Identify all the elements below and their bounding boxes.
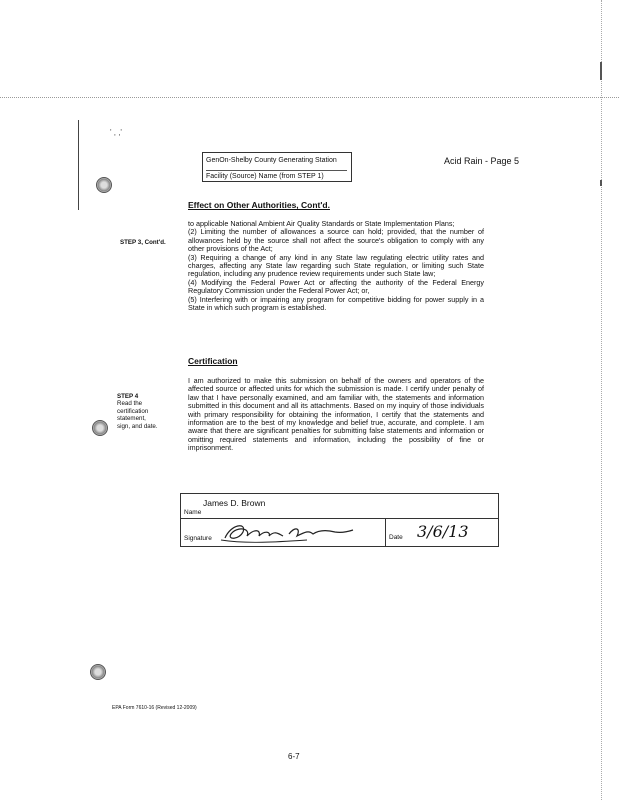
scan-dotted-line bbox=[0, 97, 619, 98]
step-4-line: sign, and date. bbox=[117, 422, 158, 430]
date-value: 3/6/13 bbox=[417, 522, 469, 541]
effect-line: to applicable National Ambient Air Quality Standards or State Implementation Plans; bbox=[188, 219, 455, 228]
step-4-line: Read the bbox=[117, 400, 143, 408]
signature-label: Signature bbox=[184, 535, 212, 542]
punch-hole-icon bbox=[92, 420, 108, 436]
certification-text: I am authorized to make this submission on behalf of the owners and operators of the affected source or affected units for which the submission is made. I certify under penalty of law that I have personally examined, and am familiar with, the statements and information submitted in this document and all its attachments. Based on my inquiry of those individuals with primary responsibility for obtaining the information, I certify that the statements and information are to the best of my knowledge and belief true, accurate, and complete. I am aware that there are significant penalties for submitting false statements and information or omitting required statements and information, including the possibility of fine or imprisonment. bbox=[188, 376, 484, 453]
punch-hole-icon bbox=[90, 664, 106, 680]
scan-edge-mark bbox=[600, 180, 602, 186]
effect-line: (4) Modifying the Federal Power Act or affecting the authority of the Federal Energy Regulatory Commission under the Federal Power Act; or, bbox=[188, 277, 484, 296]
date-divider bbox=[385, 519, 386, 546]
page-number: 6-7 bbox=[288, 752, 300, 761]
section-title-certification: Certification bbox=[188, 356, 238, 366]
signer-name: James D. Brown bbox=[203, 498, 266, 508]
page-header: Acid Rain - Page 5 bbox=[444, 156, 520, 166]
certification-body bbox=[188, 377, 484, 453]
effect-body bbox=[188, 220, 484, 312]
date-label: Date bbox=[389, 534, 403, 541]
step-3-note: STEP 3, Cont'd. bbox=[120, 239, 166, 246]
scan-right-border bbox=[601, 0, 602, 800]
step-4-line: statement, bbox=[117, 415, 146, 423]
step-4-note bbox=[117, 393, 158, 430]
facility-name: GenOn-Shelby County Generating Station bbox=[206, 157, 337, 164]
effect-line: (5) Interfering with or impairing any program for competitive bidding for power supply in a State in which such program is established. bbox=[188, 294, 484, 313]
scan-edge-mark bbox=[600, 62, 602, 80]
form-identifier: EPA Form 7610-16 (Revised 12-2009) bbox=[112, 705, 197, 711]
facility-name-label: Facility (Source) Name (from STEP 1) bbox=[206, 170, 347, 181]
scan-left-bar bbox=[78, 120, 79, 210]
signature-block bbox=[180, 493, 499, 547]
section-title-effect: Effect on Other Authorities, Cont'd. bbox=[188, 200, 330, 210]
punch-hole-icon bbox=[96, 177, 112, 193]
handwritten-signature bbox=[217, 518, 357, 546]
name-label: Name bbox=[184, 509, 202, 516]
step-4-line: STEP 4 bbox=[117, 393, 139, 400]
effect-line: (2) Limiting the number of allowances a source can hold; provided, that the number of allowances held by the source shall not affect the source's obligation to comply with any other provisions of the Act; bbox=[188, 227, 484, 254]
effect-line: (3) Requiring a change of any kind in any State law regulating electric utility rates and charges, affecting any State law regarding such State regulation, or limiting such State regulation, including any prudence review requirements under such State law; bbox=[188, 252, 484, 279]
facility-name-box bbox=[202, 152, 352, 182]
scan-tick-mark: ' , ,' bbox=[110, 128, 122, 137]
step-4-line: certification bbox=[117, 407, 149, 415]
